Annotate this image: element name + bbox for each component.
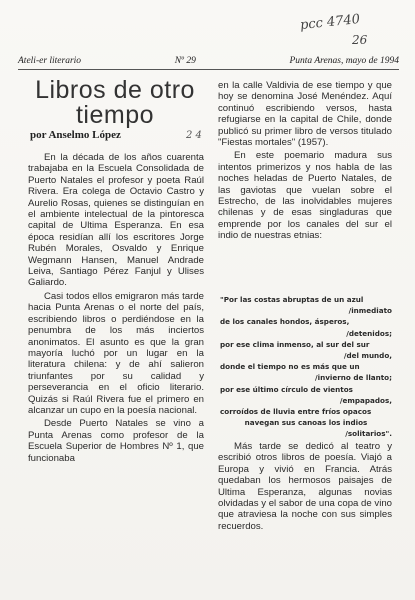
paragraph: Más tarde se dedicó al teatro y escribió otros libros de poesía. Viajó a Europa y vivió en Francia. Atrás quedaban los hermosos paisajes de Ultima Esperanza, algunas novias olvidadas y el sabor de una copa de vino que atraviesa la noche con sus simples recuerdos. xyxy=(218,441,392,532)
issue-number: Nº 29 xyxy=(174,56,196,66)
poem-line: /empapados, xyxy=(339,395,392,405)
article-byline: por Anselmo López xyxy=(30,129,121,141)
paragraph: en la calle Valdivia de ese tiempo y que hoy se denomina José Menéndez. Aquí continuó escribiendo versos, hasta refugiarse en la capital de Chile, donde publicó su primer libro de versos titulado "Fiestas mortales" (1957). xyxy=(218,80,392,149)
poem-line: /solitarios". xyxy=(345,429,392,439)
right-column-top xyxy=(218,80,392,242)
poem-line: /inmediato xyxy=(348,306,392,316)
poem-quote xyxy=(220,294,392,440)
poem-line: de los canales hondos, ásperos, xyxy=(220,317,350,327)
left-column xyxy=(28,152,204,464)
article-title-line-2: tiempo xyxy=(75,101,155,129)
poem-line: /invierno de llanto; xyxy=(315,373,392,383)
right-column-bottom xyxy=(218,441,392,532)
poem-line: donde el tiempo no es más que un xyxy=(220,362,360,372)
poem-line: corroídos de lluvia entre fríos opacos xyxy=(220,407,372,417)
place-date: Punta Arenas, mayo de 1994 xyxy=(289,56,399,66)
handwritten-catalog-sub: 26 xyxy=(352,33,368,47)
paragraph: Casi todos ellos emigraron más tarde hacia Punta Arenas o el norte del país, escribiendo libros o perdiéndose en la penumbra de los más inciertos anonimatos. El asunto es que la gran mayoría luchó por un lugar en la literatura chilena: y de ahí salieron triunfantes por su calidad y perseverancia en el oficio literario. Quizás si Raúl Rivera fue el primero en alcanzar un cupo en la poesía nacional. xyxy=(28,290,204,416)
paragraph: En la década de los años cuarenta trabajaba en la Escuela Consolidada de Puerto Natales el profesor y poeta Raúl Rivera. Era colega de Octavio Castro y Aurelio Rosas, quienes se distinguían en el ambiente intelectual de la pintoresca capital de Ultima Esperanza. En esa época residían allí los escritores Jorge Rubén Morales, Osvaldo y Enrique Wegmann Hansen, Manuel Andrade Leiva, Santiago Pérez Fanjul y Ulises Galiardo. xyxy=(28,152,204,289)
handwritten-margin-mark: 2 4 xyxy=(186,130,202,141)
running-header xyxy=(18,56,399,70)
poem-line: navegan sus canoas los indios xyxy=(244,418,368,428)
poem-line: /del mundo, xyxy=(343,351,392,361)
publication-name: Ateli-er literario xyxy=(18,56,82,66)
poem-line: por ese último círculo de vientos xyxy=(220,384,353,394)
article-title xyxy=(30,78,200,128)
poem-line: /detenidos; xyxy=(346,328,392,338)
paragraph: En este poemario madura sus intentos primerizos y nos habla de las noches heladas de Puerto Natales, de las gaviotas que vuelan sobre el Estrecho, de las inolvidables mujeres chilenas y de esas singladuras que emprende por los canales del sur el indio de nuestras etnias: xyxy=(218,150,392,242)
paragraph: Desde Puerto Natales se vino a Punta Arenas como profesor de la Escuela Superior de Hombres Nº 1, que funcionaba xyxy=(28,418,204,464)
article-title-line-1: Libros de otro xyxy=(35,76,195,104)
poem-line: "Por las costas abruptas de un azul xyxy=(220,295,364,304)
handwritten-catalog-id: pcc 4740 xyxy=(299,11,361,34)
poem-line: por ese clima inmenso, al sur del sur xyxy=(220,339,370,349)
